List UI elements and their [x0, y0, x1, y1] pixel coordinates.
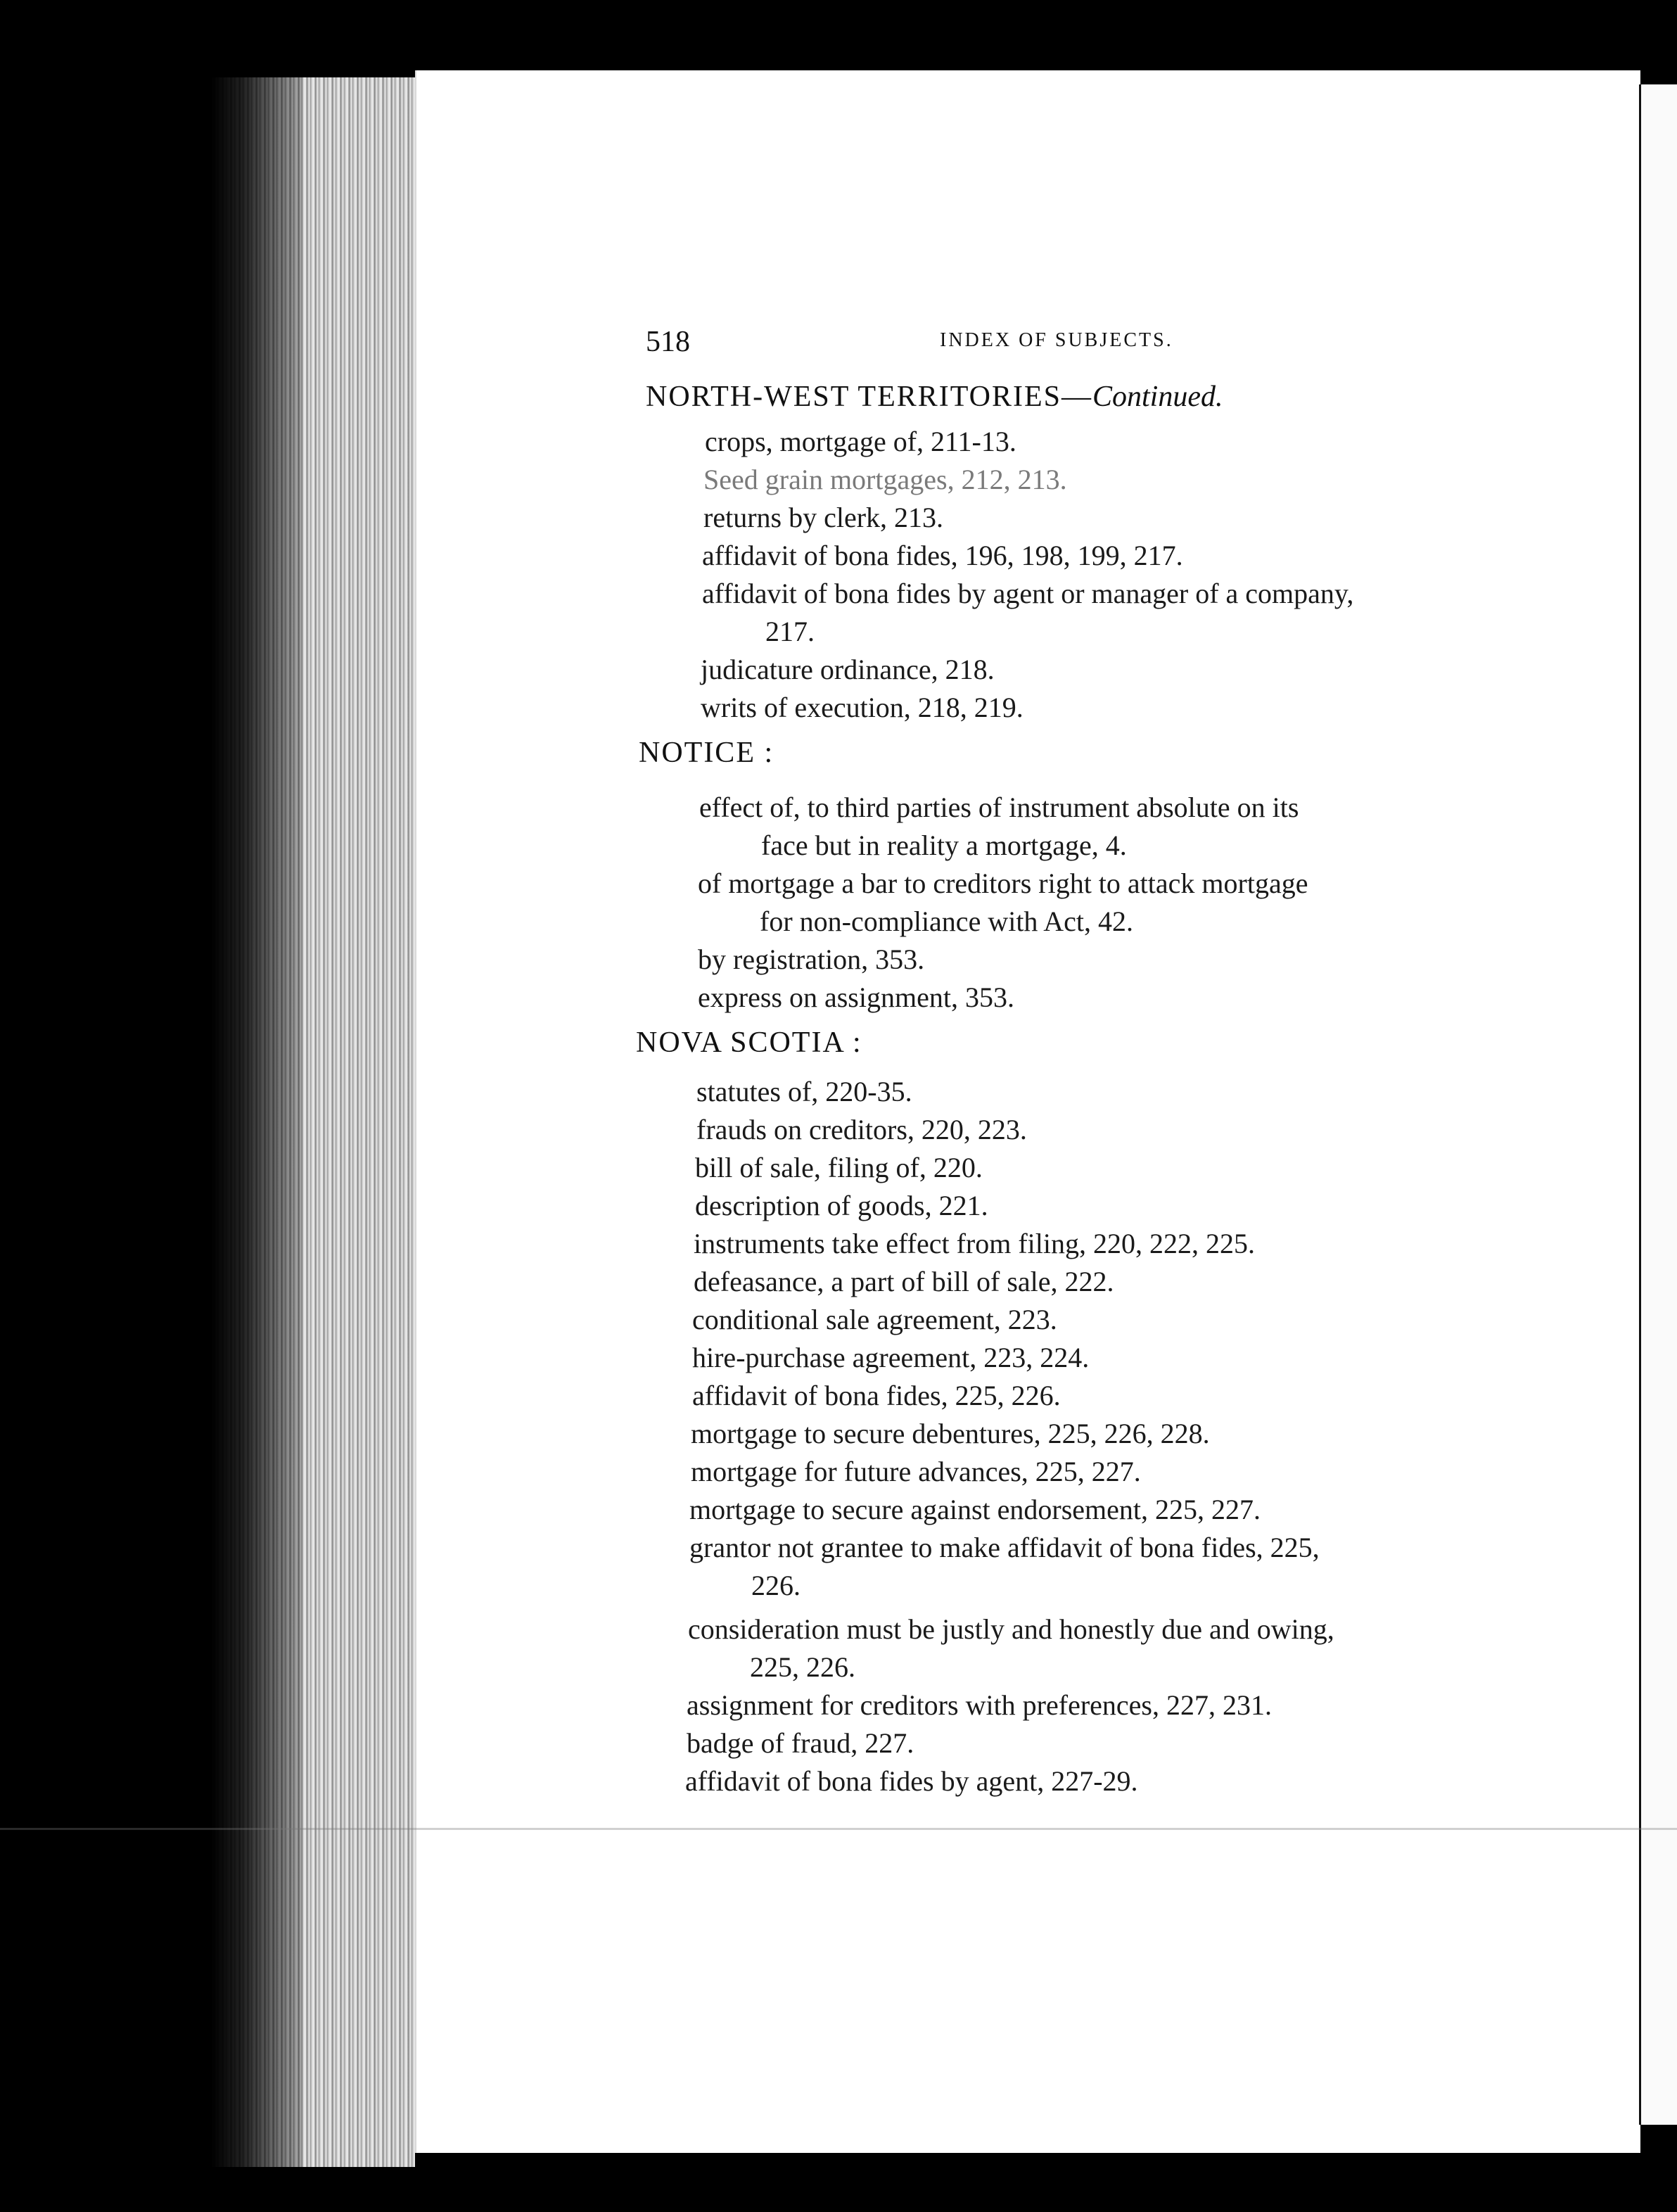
index-entry: consideration must be justly and honestly due and owing, — [688, 1613, 1334, 1645]
page-number: 518 — [646, 326, 690, 358]
index-entry: crops, mortgage of, 211-13. — [705, 426, 1016, 457]
index-entry: mortgage to secure debentures, 225, 226, 228. — [691, 1418, 1210, 1449]
section-heading-text: NORTH-WEST TERRITORIES— — [646, 381, 1092, 413]
index-entry: conditional sale agreement, 223. — [692, 1304, 1057, 1335]
index-entry: description of goods, 221. — [695, 1190, 988, 1221]
section-heading-notice: NOTICE : — [639, 737, 774, 769]
index-entry: affidavit of bona fides by agent, 227-29. — [685, 1765, 1138, 1797]
index-entry-continuation: 225, 226. — [750, 1651, 855, 1683]
index-entry: instruments take effect from filing, 220, 222, 225. — [694, 1228, 1255, 1259]
index-entry-continuation: 226. — [751, 1570, 801, 1601]
index-entry: affidavit of bona fides by agent or manager of a company, — [702, 578, 1354, 609]
index-entry: statutes of, 220-35. — [696, 1076, 912, 1107]
index-entry: badge of fraud, 227. — [687, 1727, 914, 1759]
index-entry: by registration, 353. — [698, 943, 925, 975]
index-entry: Seed grain mortgages, 212, 213. — [703, 464, 1067, 495]
running-head: INDEX OF SUBJECTS. — [940, 329, 1173, 351]
index-entry: writs of execution, 218, 219. — [701, 692, 1024, 723]
index-entry: judicature ordinance, 218. — [701, 654, 995, 685]
index-entry: affidavit of bona fides, 196, 198, 199, 217. — [702, 540, 1183, 571]
index-entry-continuation: for non-compliance with Act, 42. — [760, 905, 1133, 937]
section-heading-nova-scotia: NOVA SCOTIA : — [636, 1026, 862, 1059]
binding-shadow — [211, 77, 302, 2167]
index-entry-continuation: 217. — [765, 616, 815, 647]
index-entry: assignment for creditors with preferences, 227, 231. — [687, 1689, 1272, 1721]
index-entry-continuation: face but in reality a mortgage, 4. — [761, 830, 1127, 861]
index-entry: grantor not grantee to make affidavit of bona fides, 225, — [689, 1532, 1320, 1563]
index-entry: effect of, to third parties of instrument absolute on its — [699, 792, 1299, 823]
index-entry: bill of sale, filing of, 220. — [695, 1152, 983, 1183]
section-heading-north-west-territories — [646, 379, 1223, 415]
index-entry: returns by clerk, 213. — [703, 502, 944, 533]
index-entry: of mortgage a bar to creditors right to attack mortgage — [698, 867, 1308, 899]
index-entry: affidavit of bona fides, 225, 226. — [692, 1380, 1061, 1411]
facing-page-edge — [1639, 84, 1677, 2125]
scan-artifact-line — [0, 1828, 1677, 1830]
index-entry: express on assignment, 353. — [698, 981, 1014, 1013]
index-entry: mortgage to secure against endorsement, 225, 227. — [689, 1494, 1261, 1525]
page-header — [646, 325, 1244, 367]
index-entry: hire-purchase agreement, 223, 224. — [692, 1342, 1090, 1373]
index-entry: frauds on creditors, 220, 223. — [696, 1114, 1027, 1145]
index-entry: mortgage for future advances, 225, 227. — [691, 1456, 1141, 1487]
continued-label: Continued. — [1092, 381, 1223, 413]
index-entry: defeasance, a part of bill of sale, 222. — [694, 1266, 1114, 1297]
